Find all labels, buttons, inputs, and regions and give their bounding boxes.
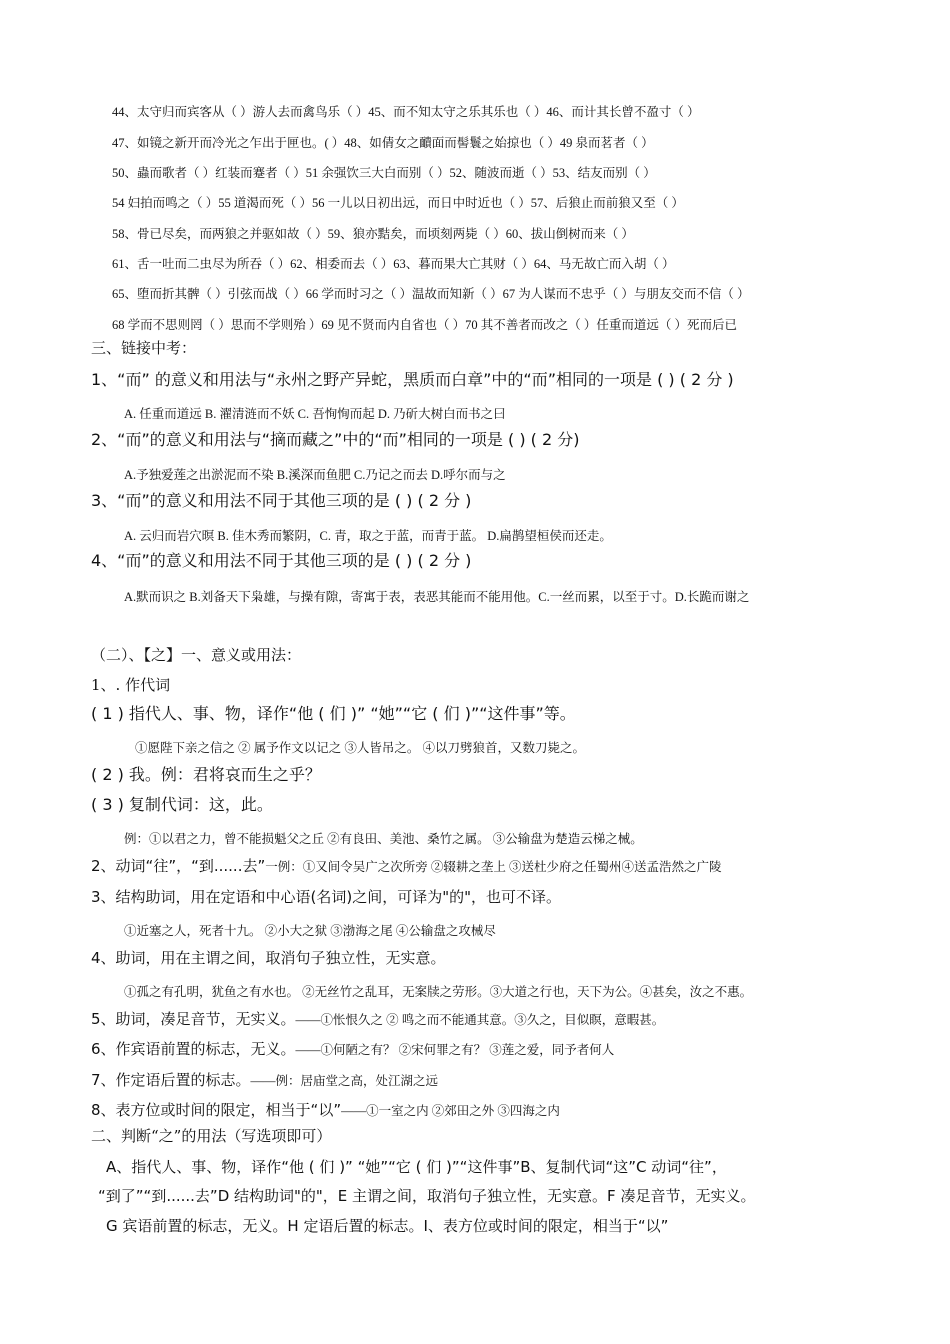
zhi-usage-6-examples: ——①何陋之有？ ②宋何罪之有？ ③莲之爱，同予者何人 <box>295 1043 615 1057</box>
question-3: 3、“而”的意义和用法不同于其他三项的是 ( ) ( 2 分 ) <box>91 491 472 510</box>
section3-title: 三、链接中考： <box>91 339 197 357</box>
zhi-usage-1-3-examples: 例：①以君之力，曾不能损魁父之丘 ②有良田、美池、桑竹之属。 ③公输盘为楚造云梯之械。 <box>124 832 643 846</box>
items-line-58-60: 58、骨已尽矣，而两狼之并驱如故（ ）59、狼亦黠矣，而顷刻两毙（ ）60、拔山倒树而来（ ） <box>112 227 634 241</box>
items-line-65-67: 65、堕而折其髀（ ）引弦而战（ ）66 学而时习之（ ）温故而知新（ ）67 为人谋而不忠乎（ ）与朋友交而不信（ ） <box>112 287 750 301</box>
zhi-usage-8-examples: ——①一室之内 ②郊田之外 ③四海之内 <box>341 1104 560 1118</box>
zhi-usage-5-examples: ——①怅恨久之 ② 鸣之而不能通其意。③久之，目似瞑，意暇甚。 <box>295 1013 665 1027</box>
zhi-usage-8-label: 8、表方位或时间的限定，相当于“以” <box>91 1101 342 1119</box>
question-3-options: A. 云归而岩穴暝 B. 佳木秀而繁阴，C. 青，取之于蓝，而青于蓝。 D.扁鹊望桓侯而还走。 <box>124 529 612 543</box>
zhi-usage-1-2: ( 2 ) 我。例：君将哀而生之乎？ <box>91 765 321 784</box>
question-2-options: A.予独爱莲之出淤泥而不染 B.溪深而鱼肥 C.乃记之而去 D.呼尔而与之 <box>124 468 506 482</box>
zhi-usage-2-examples: 一例：①又间令吴广之次所旁 ②辍耕之垄上 ③送杜少府之任蜀州④送孟浩然之广陵 <box>265 860 722 874</box>
zhi-usage-3-examples: ①近塞之人，死者十九。 ②小大之狱 ③渤海之尾 ④公输盘之攻械尽 <box>124 924 496 938</box>
zhi-usage-8 <box>91 1103 560 1119</box>
question-4-options: A.默而识之 B.刘备天下枭雄，与操有隙，寄寓于表，表恶其能而不能用他。C.一丝而累，以至于寸。D.长跪而谢之 <box>124 590 750 604</box>
question-1: 1、“而” 的意义和用法与“永州之野产异蛇，黑质而白章”中的“而”相同的一项是 ( ) ( 2 分 ) <box>91 370 734 389</box>
items-line-54-57: 54 妇拍而鸣之（ ）55 道渴而死（ ）56 一儿以日初出远，而日中时近也（ ）57、后狼止而前狼又至（ ） <box>112 196 684 210</box>
items-line-50-53: 50、蟲而歌者（ ）红装而蹇者（ ）51 余强饮三大白而别（ ）52、随波而逝（ ）53、结友而别（ ） <box>112 166 656 180</box>
items-line-68-70: 68 学而不思则罔（ ）思而不学则殆 ）69 见不贤而内自省也（ ）70 其不善者而改之（ ）任重而道远（ ）死而后已 <box>112 318 738 332</box>
zhi-usage-4: 4、助词，用在主谓之间，取消句子独立性，无实意。 <box>91 949 446 967</box>
judge-options-line-1: A、指代人、事、物，译作“他 ( 们 )” “她”“它 ( 们 )”“这件事”B、复制代词“这”C 动词“往”， <box>106 1158 727 1176</box>
zhi-usage-3: 3、结构助词，用在定语和中心语(名词)之间，可译为"的"，也可不译。 <box>91 888 562 906</box>
zhi-usage-1-heading: 1、. 作代词 <box>91 676 171 694</box>
items-line-47-49: 47、如镜之新开而冷光之乍出于匣也。( ）48、如倩女之靧面而髻鬟之始掠也（ ）49 泉而茗者（ ） <box>112 136 654 150</box>
items-line-44-46: 44、太守归而宾客从（ ）游人去而禽鸟乐（ ）45、而不知太守之乐其乐也（ ）46、而计其长曾不盈寸（ ） <box>112 105 700 119</box>
zhi-usage-2 <box>91 859 722 875</box>
zhi-usage-5 <box>91 1012 664 1028</box>
zhi-usage-4-examples: ①孤之有孔明，犹鱼之有水也。 ②无丝竹之乱耳，无案牍之劳形。③大道之行也，天下为公。④甚矣，汝之不惠。 <box>124 985 753 999</box>
zhi-usage-6-label: 6、作宾语前置的标志，无义。 <box>91 1040 296 1058</box>
zhi-usage-1-1-examples: ①愿陛下亲之信之 ② 属予作文以记之 ③人皆吊之。 ④以刀劈狼首，又数刀毙之。 <box>135 741 586 755</box>
question-4: 4、“而”的意义和用法不同于其他三项的是 ( ) ( 2 分 ) <box>91 551 472 570</box>
zhi-usage-7-examples: ——例：居庙堂之高，处江湖之远 <box>250 1074 439 1088</box>
zhi-usage-6 <box>91 1042 614 1058</box>
zhi-usage-5-label: 5、助词，凑足音节，无实义。 <box>91 1010 296 1028</box>
zhi-usage-7-label: 7、作定语后置的标志。 <box>91 1071 251 1089</box>
judge-options-line-2: “到了”“到......去”D 结构助词"的"，E 主谓之间，取消句子独立性，无实意。F 凑足音节，无实义。 <box>98 1187 756 1205</box>
zhi-section-title: （二）、【之】一、意义或用法： <box>91 646 302 664</box>
question-2: 2、“而”的意义和用法与“摘而藏之”中的“而”相同的一项是 ( ) ( 2 分) <box>91 430 580 449</box>
zhi-usage-1-3: ( 3 ) 复制代词：这，此。 <box>91 795 273 814</box>
question-1-options: A. 任重而道远 B. 濯清涟而不妖 C. 吾恂恂而起 D. 乃斫大树白而书之曰 <box>124 407 506 421</box>
items-line-61-64: 61、舌一吐而二虫尽为所吞（ ）62、相委而去（ ）63、暮而果大亡其财（ ）64、马无故亡而入胡（ ） <box>112 257 675 271</box>
judge-section-title: 二、判断“之”的用法（写选项即可） <box>91 1127 332 1145</box>
zhi-usage-1-1: ( 1 ) 指代人、事、物，译作“他 ( 们 )” “她”“它 ( 们 )”“这件事”等。 <box>91 704 576 723</box>
judge-options-line-3: G 宾语前置的标志，无义。H 定语后置的标志。I、表方位或时间的限定，相当于“以” <box>106 1217 669 1235</box>
zhi-usage-2-label: 2、动词“往”，“到......去” <box>91 857 266 875</box>
zhi-usage-7 <box>91 1073 438 1089</box>
